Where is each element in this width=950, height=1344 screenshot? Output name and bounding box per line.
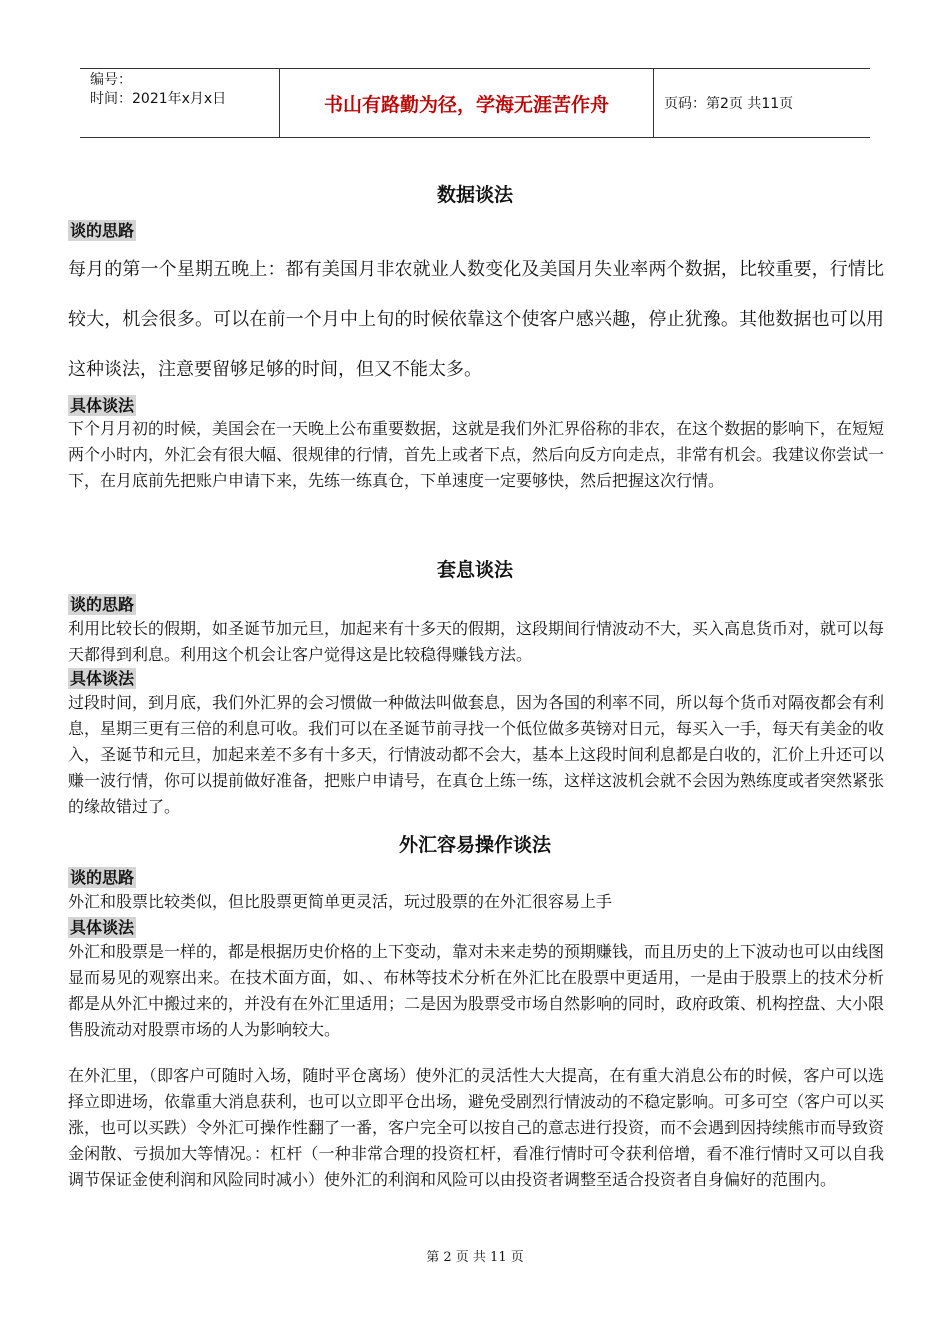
section-3-idea-label: 谈的思路 xyxy=(70,868,135,887)
section-title-easy: 外汇容易操作谈法 xyxy=(398,834,551,856)
section-2-idea-label: 谈的思路 xyxy=(70,595,135,614)
section-1-idea-label: 谈的思路 xyxy=(70,221,135,240)
section-1-detail-text: 下个月月初的时候，美国会在一天晚上公布重要数据，这就是我们外汇界俗称的非农，在这个数据的影响下，在短短两个小时内，外汇会有很大幅、很规律的行情，首先上或者下点，然后向反方向走点，非常有机会。我建议你尝试一下，在月底前先把账户申请下来，先练一练真仓，下单速度一定要够快，然后把握这次行情。 xyxy=(68,419,885,490)
header-number-label: 编号： xyxy=(90,72,132,88)
section-1-idea-text: 每月的第一个星期五晚上：都有美国月非农就业人数变化及美国月失业率两个数据，比较重要，行情比较大，机会很多。可以在前一个月中上旬的时候依靠这个使客户感兴趣，停止犹豫。其他数据也可以用这种谈法，注意要留够足够的时间，但又不能太多。 xyxy=(68,259,884,380)
section-2-detail-label: 具体谈法 xyxy=(70,669,135,688)
section-3-idea-text: 外汇和股票比较类似，但比股票更简单更灵活，玩过股票的在外汇很容易上手 xyxy=(68,892,613,911)
section-2-detail-text: 过段时间，到月底，我们外汇界的会习惯做一种做法叫做套息，因为各国的利率不同，所以每个货币对隔夜都会有利息，星期三更有三倍的利息可收。我们可以在圣诞节前寻找一个低位做多英镑对日元，每买入一手，每天有美金的收入，圣诞节和元旦，加起来差不多有十多天，行情波动都不会大，基本上这段时间利息都是白收的，汇价上升还可以赚一波行情，你可以提前做好准备，把账户申请号，在真仓上练一练，这样这波机会就不会因为熟练度或者突然紧张的缘故错过了。 xyxy=(68,693,885,816)
section-3-detail-text-2: 在外汇里，（即客户可随时入场，随时平仓离场）使外汇的灵活性大大提高，在有重大消息公布的时候，客户可以选择立即进场，依靠重大消息获利，也可以立即平仓出场，避免受剧烈行情波动的不稳定影响。可多可空（客户可以买涨，也可以买跌）令外汇可操作性翻了一番，客户完全可以按自己的意志进行投资，而不会遇到因持续熊市而导致资金闲散、亏损加大等情况。：杠杆（一种非常合理的投资杠杆，看准行情时可令获利倍增，看不准行情时又可以自我调节保证金使利润和风险同时减小）使外汇的利润和风险可以由投资者调整至适合投资者自身偏好的范围内。 xyxy=(68,1066,885,1189)
section-title-data: 数据谈法 xyxy=(436,184,513,206)
header-time-label: 时间：2021年x月x日 xyxy=(90,91,227,107)
page-footer: 第 2 页 共 11 页 xyxy=(426,1250,524,1265)
section-3-detail-label: 具体谈法 xyxy=(70,918,135,937)
section-title-interest: 套息谈法 xyxy=(436,559,513,581)
document-header xyxy=(80,68,870,138)
header-meta xyxy=(80,69,280,137)
section-2-idea-text: 利用比较长的假期，如圣诞节加元旦，加起来有十多天的假期，这段期间行情波动不大，买入高息货币对，就可以每天都得到利息。利用这个机会让客户觉得这是比较稳得赚钱方法。 xyxy=(68,619,885,664)
section-1-detail-label: 具体谈法 xyxy=(70,396,135,415)
header-page-info: 页码：第2页 共11页 xyxy=(664,96,794,112)
section-3-detail-text: 外汇和股票是一样的，都是根据历史价格的上下变动，靠对未来走势的预期赚钱，而且历史的上下波动也可以由线图显而易见的观察出来。在技术面方面，如、、布林等技术分析在外汇比在股票中更适用，一是由于股票上的技术分析都是从外汇中搬过来的，并没有在外汇里适用；二是因为股票受市场自然影响的同时，政府政策、机构控盘、大小限售股流动对股票市场的人为影响较大。 xyxy=(68,942,885,1039)
header-motto: 书山有路勤为径，学海无涯苦作舟 xyxy=(280,69,654,137)
